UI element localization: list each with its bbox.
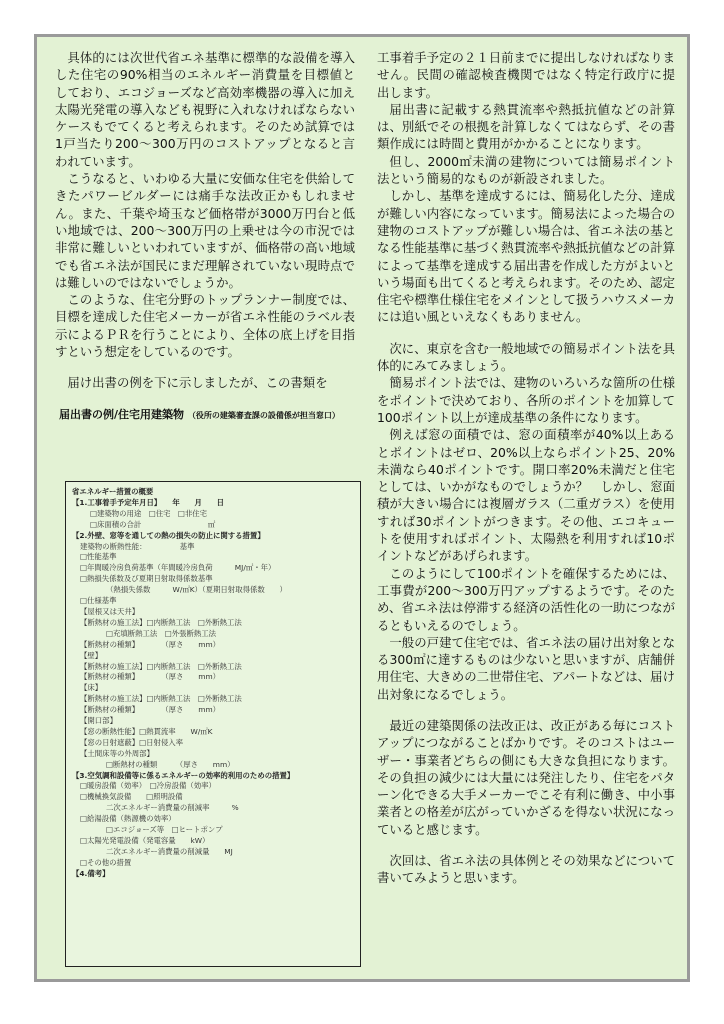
paragraph: 一般の戸建て住宅では、省エネ法の届け出対象となる300㎡に達するものは少ないと思いますが、店舗併用住宅、大きめの二世帯住宅、アパートなどは、届け出対象になるでしょう。 [377, 634, 675, 702]
right-column [377, 49, 675, 887]
form-line: 【断熱材の種類】 （厚さ mm） [80, 672, 221, 682]
paragraph: 但し、2000㎡未満の建物については簡易ポイント法という簡易的なものが新設されました。 [377, 153, 675, 187]
paragraph: 最近の建築関係の法改正は、改正がある毎にコストアップにつながることばかりです。そのコストはユーザー・事業者どちらの側にも大きな負担になります。その負担の減少には大量には発注したり、住宅をパターン化できる大手メーカーでこそ有利に働き、中小事業者との格差が広がっていかざるを得ない状況になっていると感じます。 [377, 717, 675, 837]
paragraph: このようにして100ポイントを確保するためには、工事費が200～300万円アップするようです。そのため、省エネ法は停滞する経済の活性化の一助につながるともいえるのでしょう。 [377, 565, 675, 633]
paragraph-gap [377, 703, 675, 717]
paragraph: 工事着手予定の２１日前までに提出しなければなりません。民間の確認検査機関ではなく特定行政庁に提出します。 [377, 50, 675, 100]
paragraph-gap [377, 326, 675, 340]
form-line: 建築物の断熱性能： 基準 [80, 541, 195, 551]
paragraph: 具体的には次世代省エネ基準に標準的な設備を導入した住宅の90%相当のエネルギー消費量を目標値としており、エコジョーズなど高効率機器の導入に加え太陽光発電の導入なども視野に入れなければならないケースもでてくると考えられます。そのため試算では1戸当たり200～300万円のコストアップとなると言われています。 [55, 50, 355, 169]
paragraph: 届け出書の例を下に示しましたが、この書類を [67, 375, 328, 391]
form-line: □建築物の用途 □住宅 □非住宅 [90, 508, 208, 518]
form-title-sub: /住宅用建築物 [114, 407, 185, 421]
form-line: □断熱材の種類 （厚さ mm） [106, 759, 235, 769]
paragraph: 次回は、省エネ法の具体例とその効果などについて書いてみようと思います。 [377, 853, 675, 886]
form-line: 【断熱材の施工法】□内断熱工法 □外断熱工法 [80, 617, 242, 627]
form-line: □充填断熱工法 □外張断熱工法 [106, 628, 217, 638]
form-line: 二次エネルギー消費量の削減量 MJ [106, 846, 233, 856]
paragraph-gap [55, 360, 355, 374]
form-line: □熱損失係数及び夏期日射取得係数基準 [80, 574, 213, 584]
form-line: 【床】 [80, 683, 103, 693]
form-line: □太陽光発電設備（発電容量 kW） [80, 836, 210, 845]
paragraph: 簡易ポイント法では、建物のいろいろな箇所の仕様をポイントで決めており、各所のポイントを加算して100ポイント以上が達成基準の条件になります。 [377, 375, 675, 425]
form-line: □年間暖冷房負荷基準（年間暖冷房負荷 MJ/㎡・年） [80, 563, 276, 573]
form-line: 【断熱材の施工法】□内断熱工法 □外断熱工法 [80, 661, 242, 671]
paragraph: しかし、基準を達成するには、簡易化した分、達成が難しい内容になっています。簡易法によった場合の建物のコストアップが難しい場合は、省エネ法の基となる性能基準に基づく熱貫流率や熱抵抗値などの計算によって基準を達成する届出書を作成した方がよいという場面も出てくると考えられます。そのため、認定住宅や標準仕様住宅をメインとして扱うハウスメーカには追い風といえなくもありません。 [377, 188, 675, 325]
form-line: 【断熱材の種類】 （厚さ mm） [80, 705, 221, 715]
paragraph: 例えば窓の面積では、窓の面積率が40%以上あるとポイントはゼロ、20%以上ならポイント25、20%未満なら40ポイントです。開口率20%未満だと住宅としては、いかがなものでしょうか？ しかし、窓面積が大きい場合には複層ガラス（二重ガラス）を使用すれば30ポイントがつきます。その他、エコキュートを使用すればポイント、太陽熱を利用すれば10ポイントなどがあげられます。 [377, 427, 675, 564]
form-line: 【土間床等の外周部】 [80, 748, 154, 758]
form-example-title [59, 406, 355, 424]
form-line: 省エネルギー措置の概要 [72, 487, 154, 496]
form-line: □エコジョーズ等 □ヒートポンプ [106, 825, 223, 835]
form-line: □床面積の合計 ㎡ [90, 519, 216, 529]
form-line: 【4.備考】 [72, 868, 110, 878]
notification-form-example [65, 481, 361, 967]
form-line: □暖房設備（効率） □冷房設備（効率） [80, 781, 216, 791]
form-line: □機械換気設備 □照明設備 [80, 792, 183, 802]
paragraph: こうなると、いわゆる大量に安価な住宅を供給してきたパワービルダーには痛手な法改正かもしれません。また、千葉や埼玉など価格帯が3000万円台と低い地域では、200～300万円の上乗せは今の市況では非常に難しいといわれていますが、価格帯の高い地域でも省エネ法が国民にまだ理解されていない現時点では難しいのではないでしょうか。 [55, 171, 355, 290]
form-line: 【開口部】 [80, 716, 117, 726]
form-line: 【窓の日射遮蔽】□日射侵入率 [80, 737, 198, 747]
form-line: 【壁】 [80, 650, 103, 660]
form-line: □給湯設備（熱源機の効率） [80, 814, 176, 824]
form-title-note: （役所の建築審査課の設備係が担当窓口） [187, 410, 340, 420]
paragraph-gap [377, 838, 675, 852]
form-line: 【断熱材の施工法】□内断熱工法 □外断熱工法 [80, 694, 242, 704]
form-line: 【2.外壁、窓等を通しての熱の損失の防止に関する措置】 [72, 530, 265, 540]
form-line: （熱損失係数 W/㎡K）（夏期日射取得係数 ） [106, 585, 287, 595]
form-line: □仕様基準 [80, 596, 117, 606]
form-line: □性能基準 [80, 552, 117, 562]
newsletter-page [34, 34, 690, 982]
form-line: 【3.空気調和設備等に係るエネルギーの効率的利用のための措置】 [72, 770, 295, 780]
form-line: 【断熱材の種類】 （厚さ mm） [80, 639, 221, 649]
form-line: 【1.工事着手予定年月日】 年 月 日 [72, 497, 225, 507]
paragraph: 次に、東京を含む一般地域での簡易ポイント法を具体的にみてみましょう。 [377, 340, 675, 374]
form-line: □その他の措置 [80, 857, 132, 867]
form-title-main: 届出書の例 [59, 407, 114, 421]
form-line: 二次エネルギー消費量の削減率 % [106, 803, 239, 813]
form-line: 【窓の断熱性能】□熱貫流率 W/㎡K [80, 726, 213, 736]
paragraph: 届出書に記載する熱貫流率や熱抵抗値などの計算は、別紙でその根拠を計算しなくてはならず、その書類作成には時間と費用がかかることになります。 [377, 101, 675, 152]
paragraph: このような、住宅分野のトップランナー制度では、目標を達成した住宅メーカーが省エネ性能のラベル表示によるＰＲを行うことにより、全体の底上げを目指すという想定をしているのです。 [55, 292, 355, 360]
form-line: 【屋根又は天井】 [80, 606, 140, 616]
left-column [55, 49, 355, 430]
